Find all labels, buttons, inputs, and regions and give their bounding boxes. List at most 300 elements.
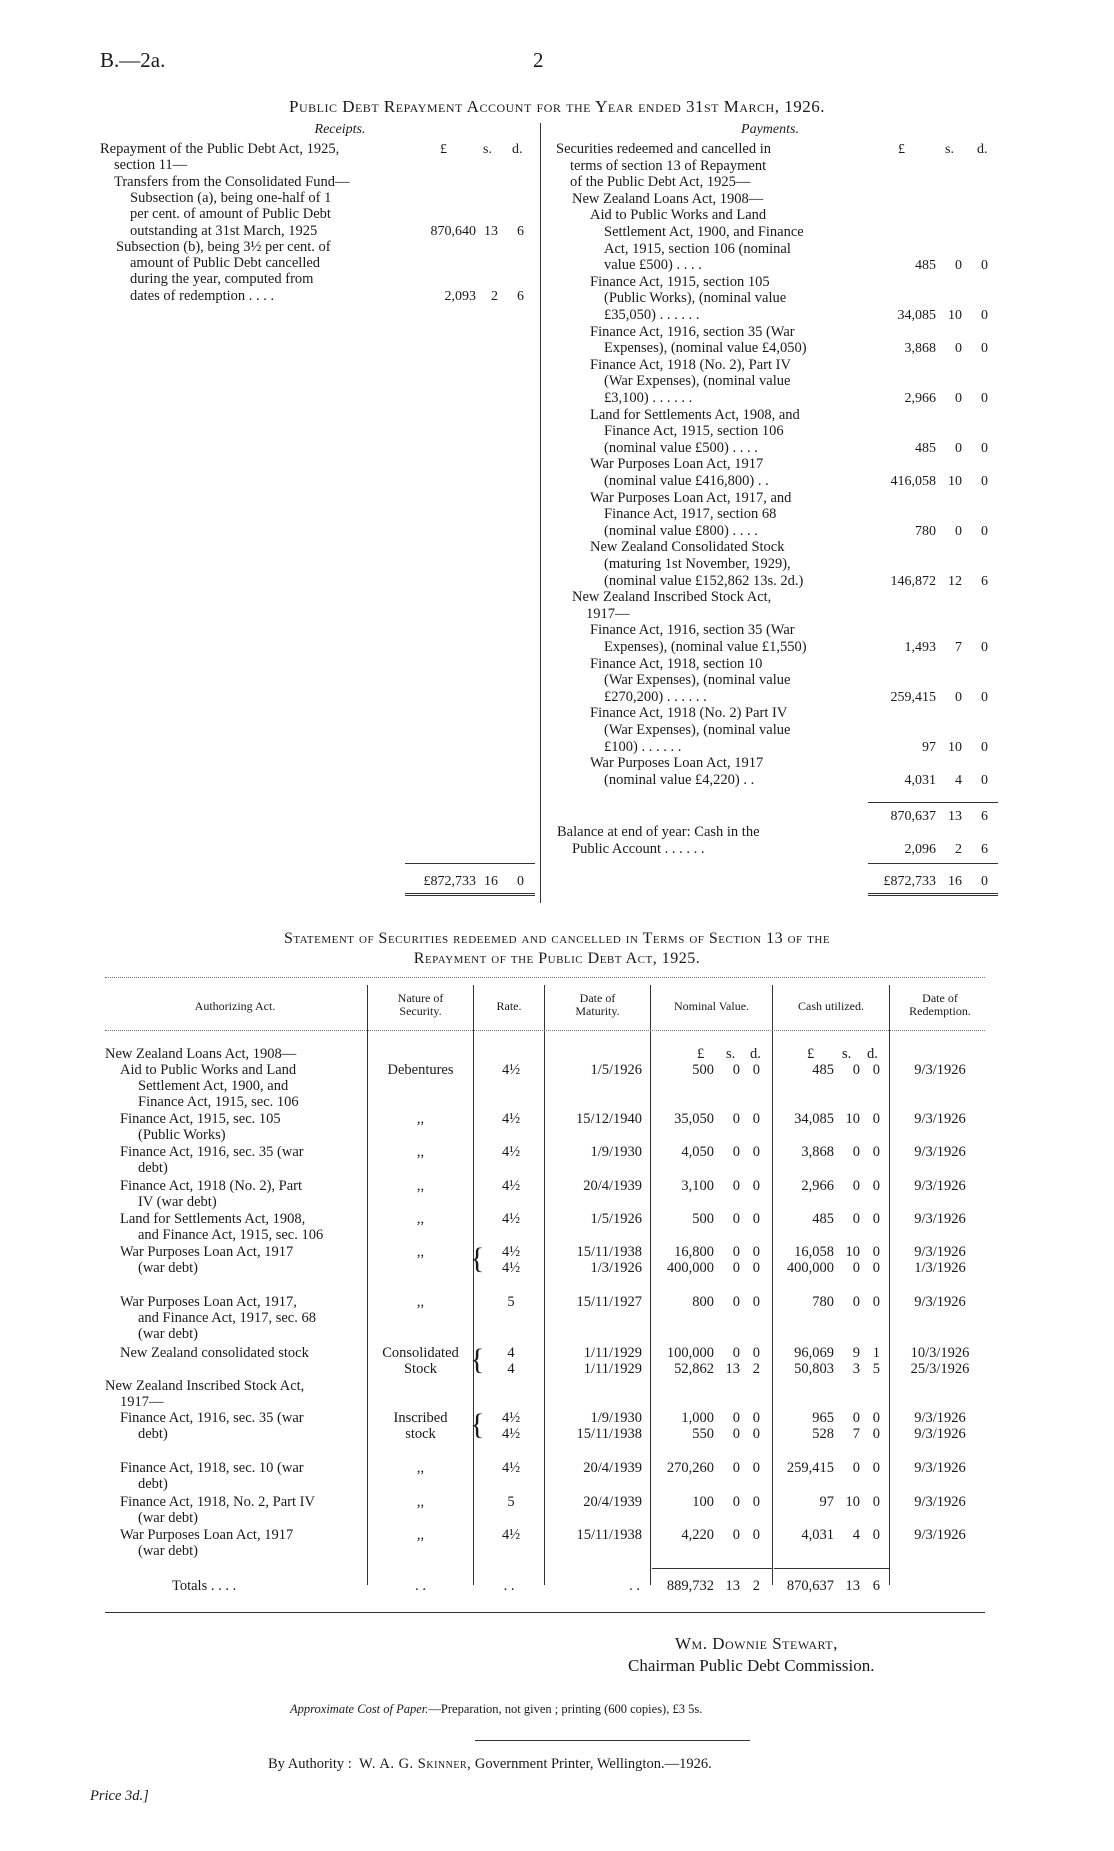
payment-line: (nominal value £152,862 13s. 2d.)	[604, 572, 804, 589]
payment-line: Finance Act, 1918 (No. 2), Part IV	[590, 356, 791, 373]
receipt-line: Subsection (a), being one-half of 1	[130, 189, 332, 206]
row-nominal-shillings: 0	[732, 1527, 740, 1543]
row-rate: 4½	[501, 1244, 521, 1260]
totals-label: Totals . . . .	[172, 1578, 237, 1594]
row-authorizing-act: and Finance Act, 1917, sec. 68	[138, 1310, 316, 1326]
row-cash-pounds: 259,415	[786, 1460, 834, 1476]
row-cash-shillings: 0	[852, 1178, 860, 1194]
row-cash-pounds: 3,868	[801, 1144, 834, 1160]
unit-cash-pence: d.	[867, 1046, 878, 1062]
row-nature-of-security: stock	[405, 1426, 436, 1442]
row-nature-of-security: ,,	[416, 1244, 425, 1260]
row-rate: 4	[507, 1345, 515, 1361]
header-maturity-1: Date of	[579, 991, 616, 1005]
payments-subtotal-shillings: 13	[948, 809, 962, 824]
row-redemption-date: 9/3/1926	[914, 1527, 966, 1543]
row-nominal-shillings: 0	[732, 1260, 740, 1276]
header-maturity-2: Maturity.	[575, 1004, 620, 1018]
row-rate: 4½	[501, 1178, 521, 1194]
row-authorizing-act: War Purposes Loan Act, 1917	[120, 1527, 294, 1543]
row-cash-pence: 0	[872, 1062, 880, 1078]
payment-line: Aid to Public Works and Land	[590, 207, 767, 224]
row-cash-pence: 5	[872, 1361, 880, 1377]
row-cash-pounds: 400,000	[786, 1260, 834, 1276]
totals-maturity-dots: . .	[629, 1578, 640, 1594]
unit-nominal-pounds: £	[697, 1046, 705, 1062]
row-nominal-pence: 0	[752, 1527, 760, 1543]
row-nominal-pence: 2	[752, 1361, 760, 1377]
payment-line: Finance Act, 1918, section 10	[590, 655, 763, 672]
payment-amount-pence: 0	[981, 474, 988, 489]
cost-text: —Preparation, not given ; printing (600 copies), £3 5s.	[428, 1702, 703, 1716]
payment-amount-pounds: 3,868	[904, 341, 936, 357]
row-nominal-pounds: 500	[692, 1211, 714, 1227]
receipt-amount-pounds: 2,093	[444, 288, 476, 304]
row-authorizing-act: Finance Act, 1918, No. 2, Part IV	[120, 1494, 315, 1510]
page-number: 2	[533, 48, 544, 72]
row-nominal-shillings: 0	[732, 1062, 740, 1078]
row-redemption-date: 1/3/1926	[914, 1260, 966, 1276]
row-authorizing-act: (war debt)	[138, 1260, 198, 1276]
row-cash-pounds: 34,085	[794, 1111, 834, 1127]
row-nominal-pounds: 100,000	[666, 1345, 714, 1361]
payment-line: Finance Act, 1916, section 35 (War	[590, 622, 795, 639]
receipt-amount-shillings: 13	[484, 223, 498, 239]
row-maturity-date: 15/12/1940	[575, 1111, 642, 1127]
payment-amount-pence: 0	[981, 689, 988, 705]
row-maturity-date: 15/11/1927	[576, 1294, 642, 1310]
totals-cash-pence: 6	[872, 1578, 880, 1594]
row-cash-pence: 0	[872, 1144, 880, 1160]
row-nominal-shillings: 0	[732, 1211, 740, 1227]
payments-subtotal-pounds: 870,637	[890, 809, 936, 824]
payments-total-pounds: £872,733	[883, 874, 936, 889]
authority-prefix: By Authority :	[268, 1756, 352, 1772]
signatory-name: Wm. Downie Stewart,	[675, 1634, 838, 1653]
row-authorizing-act: Finance Act, 1916, sec. 35 (war	[120, 1144, 304, 1160]
price: Price 3d.]	[90, 1788, 149, 1804]
table-bottom-rule	[105, 1612, 985, 1613]
payment-amount-pence: 0	[981, 258, 988, 274]
totals-top-rule-nominal	[652, 1568, 772, 1569]
row-redemption-date: 9/3/1926	[914, 1111, 966, 1127]
receipts-total-pounds: £872,733	[423, 874, 476, 889]
row-authorizing-act: and Finance Act, 1915, sec. 106	[138, 1227, 324, 1243]
row-redemption-date: 9/3/1926	[914, 1062, 966, 1078]
row-brace: {	[470, 1242, 485, 1275]
payment-amount-pence: 0	[981, 523, 988, 539]
payment-amount-pounds: 97	[922, 739, 936, 755]
payments-heading: Payments.	[741, 122, 799, 137]
row-nature-of-security: ,,	[416, 1460, 425, 1476]
row-authorizing-act: War Purposes Loan Act, 1917,	[120, 1294, 297, 1310]
row-maturity-date: 1/5/1926	[590, 1211, 642, 1227]
payment-line: War Purposes Loan Act, 1917, and	[590, 489, 792, 506]
payment-line: (War Expenses), (nominal value	[604, 672, 791, 689]
row-maturity-date: 15/11/1938	[576, 1527, 642, 1543]
row-nominal-shillings: 0	[732, 1178, 740, 1194]
row-authorizing-act: Finance Act, 1918 (No. 2), Part	[120, 1178, 303, 1194]
balance-pence: 6	[981, 842, 988, 857]
row-cash-shillings: 4	[852, 1527, 860, 1543]
row-maturity-date: 1/11/1929	[583, 1345, 642, 1361]
row-nominal-pence: 0	[752, 1494, 760, 1510]
row-redemption-date: 10/3/1926	[910, 1345, 970, 1361]
row-cash-pounds: 485	[812, 1211, 834, 1227]
row-cash-shillings: 0	[852, 1144, 860, 1160]
row-cash-pounds: 780	[812, 1294, 834, 1310]
authority-rule	[475, 1740, 750, 1741]
row-nature-of-security: Inscribed	[393, 1410, 448, 1426]
row-nominal-shillings: 0	[732, 1345, 740, 1361]
payment-line: Expenses), (nominal value £4,050)	[604, 340, 807, 357]
row-rate: 4½	[501, 1410, 521, 1426]
signatory-title: Chairman Public Debt Commission.	[628, 1656, 875, 1675]
row-maturity-date: 15/11/1938	[576, 1426, 642, 1442]
row-authorizing-act: New Zealand consolidated stock	[120, 1345, 309, 1361]
payment-line: War Purposes Loan Act, 1917	[590, 456, 764, 473]
balance-shillings: 2	[955, 842, 962, 857]
row-cash-pence: 0	[872, 1211, 880, 1227]
row-nominal-pounds: 550	[692, 1426, 714, 1442]
row-nominal-pounds: 35,050	[674, 1111, 714, 1127]
payment-amount-pounds: 485	[915, 440, 936, 456]
receipt-line: Subsection (b), being 3½ per cent. of	[116, 238, 331, 255]
totals-cash-shillings: 13	[845, 1578, 860, 1594]
row-nominal-pounds: 4,050	[681, 1144, 714, 1160]
payment-amount-pounds: 416,058	[890, 474, 936, 489]
row-cash-shillings: 0	[852, 1410, 860, 1426]
authority-line	[268, 1756, 712, 1773]
payment-amount-pence: 6	[981, 573, 988, 589]
payment-line: £100) . . . . . .	[604, 738, 682, 755]
row-nominal-pence: 0	[752, 1244, 760, 1260]
totals-nominal-shillings: 13	[725, 1578, 740, 1594]
row-nature-of-security: ,,	[416, 1111, 425, 1127]
payment-amount-shillings: 0	[955, 440, 962, 456]
row-redemption-date: 9/3/1926	[914, 1494, 966, 1510]
payment-line: (nominal value £500) . . . .	[604, 439, 758, 456]
row-nominal-shillings: 0	[732, 1460, 740, 1476]
payment-line: terms of section 13 of Repayment	[570, 157, 767, 174]
group-loans-act: New Zealand Loans Act, 1908—	[105, 1046, 297, 1062]
payment-line: Finance Act, 1918 (No. 2) Part IV	[590, 705, 788, 722]
payment-line: New Zealand Consolidated Stock	[590, 539, 785, 556]
payments-total-pence: 0	[981, 874, 988, 889]
row-nature-of-security: ,,	[416, 1178, 425, 1194]
row-nominal-pounds: 400,000	[666, 1260, 714, 1276]
cost-note	[290, 1701, 702, 1718]
row-cash-shillings: 0	[852, 1260, 860, 1276]
unit-nominal-shillings: s.	[726, 1046, 736, 1062]
row-cash-pence: 0	[872, 1527, 880, 1543]
payment-line: £3,100) . . . . . .	[604, 390, 693, 406]
payment-line: Land for Settlements Act, 1908, and	[590, 406, 800, 423]
row-rate: 4½	[501, 1062, 521, 1078]
row-authorizing-act: debt)	[138, 1476, 168, 1492]
row-nominal-pence: 0	[752, 1345, 760, 1361]
row-nature-of-security: ,,	[416, 1494, 425, 1510]
payment-amount-pence: 0	[981, 440, 988, 456]
account-title: Public Debt Repayment Account for the Year ended 31st March, 1926.	[289, 97, 825, 116]
row-cash-shillings: 10	[845, 1244, 860, 1260]
document-ref: B.—2a.	[100, 48, 166, 72]
row-authorizing-act: IV (war debt)	[138, 1194, 217, 1210]
row-authorizing-act: Finance Act, 1918, sec. 10 (war	[120, 1460, 304, 1476]
payment-line: Expenses), (nominal value £1,550)	[604, 639, 807, 655]
row-redemption-date: 9/3/1926	[914, 1144, 966, 1160]
row-cash-pence: 0	[872, 1260, 880, 1276]
row-redemption-date: 9/3/1926	[914, 1294, 966, 1310]
receipt-amount-pounds: 870,640	[430, 223, 476, 239]
payment-amount-pounds: 4,031	[904, 772, 936, 788]
receipts-heading: Receipts.	[314, 122, 366, 137]
totals-nature-dots: . .	[415, 1578, 426, 1594]
row-nature-of-security: ,,	[416, 1144, 425, 1160]
payments-col-pounds: £	[898, 142, 905, 157]
payments-col-shillings: s.	[945, 142, 954, 157]
receipt-line: section 11—	[114, 157, 188, 174]
header-nature-1: Nature of	[397, 991, 444, 1005]
row-rate: 4½	[501, 1527, 521, 1543]
payment-line: Finance Act, 1915, section 106	[604, 423, 784, 440]
row-authorizing-act: Land for Settlements Act, 1908,	[120, 1211, 306, 1227]
unit-nominal-pence: d.	[750, 1046, 761, 1062]
row-maturity-date: 1/9/1930	[590, 1410, 642, 1426]
balance-line-1: Balance at end of year: Cash in the	[557, 824, 760, 840]
payment-line: £270,200) . . . . . .	[604, 688, 707, 705]
row-nominal-pounds: 500	[692, 1062, 714, 1078]
row-redemption-date: 9/3/1926	[914, 1410, 966, 1426]
payment-line: New Zealand Loans Act, 1908—	[572, 190, 764, 207]
payment-amount-shillings: 0	[955, 258, 962, 274]
row-rate: 4½	[501, 1426, 521, 1442]
payment-amount-shillings: 12	[948, 573, 962, 589]
row-nominal-shillings: 0	[732, 1144, 740, 1160]
row-authorizing-act: debt)	[138, 1426, 168, 1442]
row-cash-pence: 0	[872, 1244, 880, 1260]
row-maturity-date: 15/11/1938	[576, 1244, 642, 1260]
payment-amount-shillings: 7	[955, 640, 962, 655]
payment-line: (nominal value £4,220) . .	[604, 771, 755, 788]
row-brace: {	[470, 1408, 485, 1441]
row-rate: 4½	[501, 1460, 521, 1476]
row-nominal-pounds: 4,220	[681, 1527, 714, 1543]
payment-amount-shillings: 4	[955, 772, 962, 788]
payment-amount-pounds: 1,493	[904, 640, 936, 655]
row-nominal-pence: 0	[752, 1144, 760, 1160]
row-maturity-date: 20/4/1939	[583, 1460, 642, 1476]
payment-amount-shillings: 10	[948, 474, 962, 489]
row-cash-pence: 0	[872, 1294, 880, 1310]
row-cash-shillings: 7	[852, 1426, 860, 1442]
header-redemption-1: Date of	[922, 991, 958, 1005]
row-nominal-shillings: 0	[732, 1111, 740, 1127]
payment-amount-shillings: 0	[955, 391, 962, 406]
row-cash-shillings: 0	[852, 1062, 860, 1078]
payment-line: of the Public Debt Act, 1925—	[570, 174, 751, 191]
group-inscribed-stock: New Zealand Inscribed Stock Act,	[105, 1378, 305, 1394]
row-nominal-pounds: 1,000	[681, 1410, 714, 1426]
row-rate: 4	[507, 1361, 515, 1377]
payment-amount-shillings: 10	[948, 739, 962, 755]
row-redemption-date: 9/3/1926	[914, 1178, 966, 1194]
payment-line: Securities redeemed and cancelled in	[556, 141, 771, 157]
payment-line: (War Expenses), (nominal value	[604, 373, 791, 390]
receipt-line: amount of Public Debt cancelled	[130, 255, 321, 272]
payment-line: Finance Act, 1915, section 105	[590, 273, 770, 290]
row-cash-shillings: 3	[852, 1361, 860, 1377]
statement-title-1: Statement of Securities redeemed and cancelled in Terms of Section 13 of the	[283, 930, 831, 947]
payment-line: Finance Act, 1917, section 68	[604, 506, 777, 523]
row-nominal-shillings: 0	[732, 1426, 740, 1442]
payment-line: (nominal value £416,800) . .	[604, 473, 769, 489]
payment-amount-pounds: 2,966	[904, 391, 936, 406]
row-cash-pounds: 2,966	[801, 1178, 834, 1194]
row-rate: 4½	[501, 1144, 521, 1160]
row-authorizing-act: debt)	[138, 1160, 168, 1176]
row-cash-pounds: 96,069	[794, 1345, 834, 1361]
receipt-line: per cent. of amount of Public Debt	[130, 206, 331, 223]
row-nominal-pounds: 800	[692, 1294, 714, 1310]
receipt-amount-pence: 6	[517, 288, 524, 304]
row-cash-shillings: 10	[845, 1494, 860, 1510]
row-rate: 5	[507, 1494, 515, 1510]
payment-amount-pounds: 485	[915, 258, 936, 274]
receipts-col-pounds: £	[440, 142, 447, 157]
row-nature-of-security: ,,	[416, 1294, 425, 1310]
row-authorizing-act: Finance Act, 1916, sec. 35 (war	[120, 1410, 304, 1426]
payment-amount-pounds: 146,872	[890, 573, 936, 589]
row-nominal-pounds: 3,100	[681, 1178, 714, 1194]
row-authorizing-act: War Purposes Loan Act, 1917	[120, 1244, 294, 1260]
row-brace: {	[470, 1343, 485, 1376]
row-nominal-pence: 0	[752, 1178, 760, 1194]
payments-total-shillings: 16	[948, 874, 962, 889]
row-cash-pence: 0	[872, 1460, 880, 1476]
row-nominal-pence: 0	[752, 1410, 760, 1426]
receipt-line: dates of redemption . . . .	[130, 287, 275, 304]
payment-amount-pence: 0	[981, 341, 988, 357]
payment-line: £35,050) . . . . . .	[604, 307, 700, 323]
payment-amount-shillings: 0	[955, 689, 962, 705]
row-cash-pence: 0	[872, 1426, 880, 1442]
row-nominal-pounds: 100	[692, 1494, 714, 1510]
payment-amount-pence: 0	[981, 308, 988, 323]
row-nominal-shillings: 0	[732, 1244, 740, 1260]
totals-rate-dots: . .	[503, 1578, 515, 1594]
payment-amount-pence: 0	[981, 391, 988, 406]
col-rule-2	[473, 985, 474, 1585]
row-cash-shillings: 0	[852, 1294, 860, 1310]
totals-nominal-pence: 2	[752, 1578, 760, 1594]
payment-line: (maturing 1st November, 1929),	[604, 556, 791, 572]
payment-line: War Purposes Loan Act, 1917	[590, 755, 764, 772]
row-maturity-date: 20/4/1939	[583, 1494, 642, 1510]
row-redemption-date: 9/3/1926	[914, 1460, 966, 1476]
payment-amount-shillings: 0	[955, 341, 962, 357]
row-maturity-date: 1/3/1926	[590, 1260, 642, 1276]
payment-line: value £500) . . . .	[604, 257, 702, 274]
row-redemption-date: 25/3/1926	[910, 1361, 970, 1377]
row-cash-shillings: 9	[852, 1345, 860, 1361]
payment-line: (Public Works), (nominal value	[604, 290, 787, 307]
row-cash-pounds: 97	[819, 1494, 834, 1510]
totals-nominal-pounds: 889,732	[666, 1578, 714, 1594]
row-rate: 4½	[501, 1211, 521, 1227]
receipts-total-pence: 0	[517, 874, 524, 889]
receipts-col-pence: d.	[512, 142, 523, 157]
row-cash-pounds: 965	[812, 1410, 834, 1426]
row-authorizing-act: (war debt)	[138, 1510, 198, 1526]
table-top-rule	[105, 977, 985, 978]
balance-line-2: Public Account . . . . . .	[572, 841, 705, 857]
payment-amount-pence: 0	[981, 739, 988, 755]
row-cash-pounds: 528	[812, 1426, 834, 1442]
receipts-col-shillings: s.	[483, 142, 492, 157]
unit-cash-pounds: £	[807, 1046, 815, 1062]
row-authorizing-act: (war debt)	[138, 1326, 198, 1342]
row-cash-pounds: 50,803	[794, 1361, 834, 1377]
row-cash-shillings: 0	[852, 1460, 860, 1476]
row-nominal-pounds: 52,862	[674, 1361, 714, 1377]
row-cash-pounds: 16,058	[794, 1244, 834, 1260]
header-cash-utilized: Cash utilized.	[798, 999, 864, 1013]
row-nature-of-security: Consolidated	[382, 1345, 459, 1361]
header-bottom-rule	[105, 1030, 985, 1031]
row-redemption-date: 9/3/1926	[914, 1211, 966, 1227]
balance-pounds: 2,096	[904, 842, 936, 857]
payment-amount-pounds: 259,415	[890, 689, 936, 705]
printer-name: W. A. G. Skinner,	[359, 1756, 472, 1772]
payment-amount-pounds: 34,085	[897, 308, 936, 323]
receipt-line: during the year, computed from	[130, 271, 314, 288]
receipt-line: Transfers from the Consolidated Fund—	[114, 173, 350, 190]
group-inscribed-stock-year: 1917—	[120, 1394, 164, 1410]
row-rate: 4½	[501, 1260, 521, 1276]
totals-cash-pounds: 870,637	[786, 1578, 834, 1594]
row-maturity-date: 1/9/1930	[590, 1144, 642, 1160]
row-cash-pence: 0	[872, 1494, 880, 1510]
row-authorizing-act: (war debt)	[138, 1543, 198, 1559]
row-cash-shillings: 0	[852, 1211, 860, 1227]
header-rate: Rate.	[496, 999, 522, 1013]
row-rate: 5	[507, 1294, 515, 1310]
unit-cash-shillings: s.	[842, 1046, 852, 1062]
row-authorizing-act: Finance Act, 1915, sec. 105	[120, 1111, 281, 1127]
payment-line: (War Expenses), (nominal value	[604, 722, 791, 738]
payment-amount-pence: 0	[981, 772, 988, 788]
receipt-line: outstanding at 31st March, 1925	[130, 222, 318, 239]
row-nominal-pence: 0	[752, 1062, 760, 1078]
payment-line: New Zealand Inscribed Stock Act,	[572, 589, 772, 606]
header-nature-2: Security.	[399, 1004, 442, 1018]
row-authorizing-act: Finance Act, 1915, sec. 106	[138, 1094, 299, 1110]
row-nominal-pence: 0	[752, 1211, 760, 1227]
row-nominal-pence: 0	[752, 1111, 760, 1127]
row-nominal-shillings: 0	[732, 1494, 740, 1510]
receipts-total-shillings: 16	[484, 874, 498, 889]
row-maturity-date: 1/11/1929	[583, 1361, 642, 1377]
row-nature-of-security: Debentures	[387, 1062, 454, 1078]
payments-col-pence: d.	[977, 142, 988, 157]
row-cash-pounds: 485	[812, 1062, 834, 1078]
row-cash-pence: 1	[872, 1345, 880, 1361]
row-nominal-pence: 0	[752, 1426, 760, 1442]
payment-amount-pounds: 780	[915, 523, 936, 539]
payment-line: (nominal value £800) . . . .	[604, 522, 758, 539]
payment-line: Settlement Act, 1900, and Finance	[604, 224, 804, 240]
